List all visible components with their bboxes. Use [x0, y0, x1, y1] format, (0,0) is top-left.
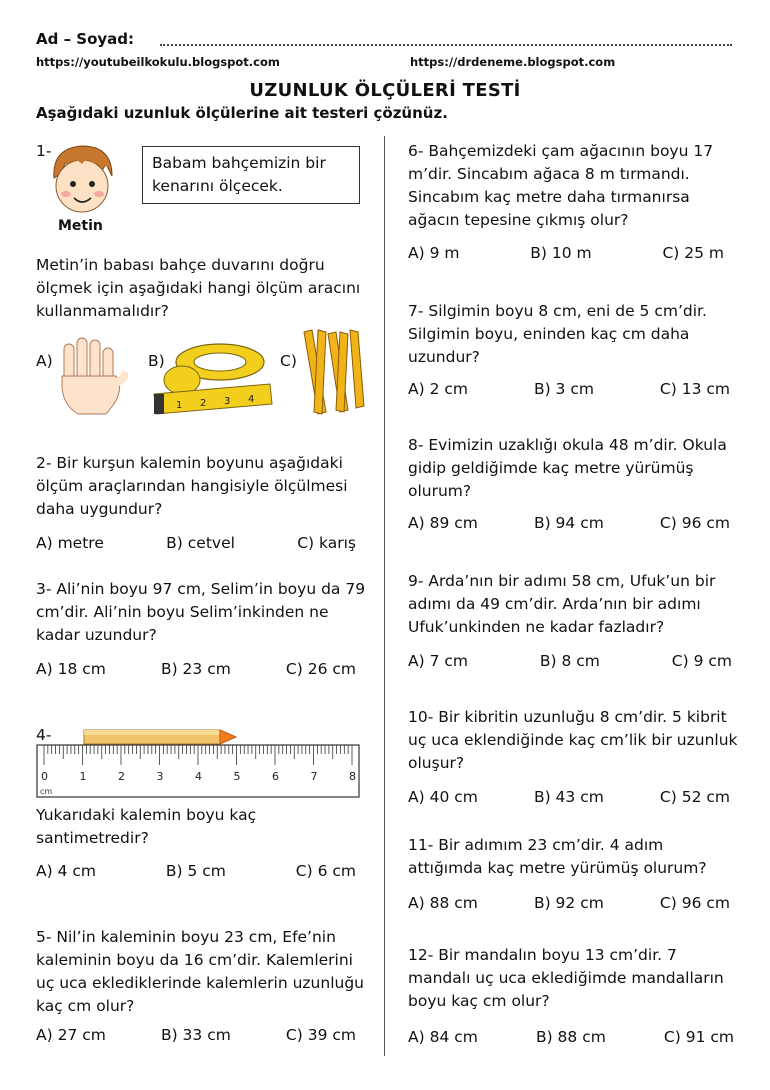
q7-option-a[interactable]: A) 2 cm — [408, 380, 468, 398]
q7-options — [408, 380, 730, 398]
q4-option-b[interactable]: B) 5 cm — [165, 862, 226, 880]
svg-text:1: 1 — [176, 400, 183, 411]
q12-option-b[interactable]: B) 88 cm — [535, 1028, 606, 1046]
q9-option-b[interactable]: B) 8 cm — [539, 652, 600, 670]
character-name: Metin — [58, 218, 103, 234]
q10-option-b[interactable]: B) 43 cm — [533, 788, 604, 806]
q8-option-a[interactable]: A) 89 cm — [408, 514, 478, 532]
q5-option-b[interactable]: B) 33 cm — [160, 1026, 231, 1044]
ruler-number: 0 — [41, 770, 48, 783]
q10-option-c[interactable]: C) 52 cm — [659, 788, 730, 806]
q3-option-c[interactable]: C) 26 cm — [285, 660, 356, 678]
q11-options — [408, 894, 730, 912]
q1-option-c[interactable]: C) — [280, 352, 297, 370]
q1-option-b[interactable]: B) — [148, 352, 165, 370]
instruction: Aşağıdaki uzunluk ölçülerine ait testeri çözünüz. — [36, 104, 448, 122]
boy-face-icon — [44, 138, 122, 220]
q2-option-a[interactable]: A) metre — [36, 534, 104, 552]
q7-option-b[interactable]: B) 3 cm — [533, 380, 594, 398]
q5-options — [36, 1026, 356, 1044]
q12-text: 12- Bir mandalın boyu 13 cm’dir. 7 mandalı uç uca eklediğimde mandalların boyu kaç cm olur? — [408, 946, 724, 1010]
svg-text:4: 4 — [248, 394, 255, 405]
ruler-number: 1 — [79, 770, 87, 783]
q9-text: 9- Arda’nın bir adımı 58 cm, Ufuk’un bir adımı da 49 cm’dir. Arda’nın bir adımı Ufuk’unkinden ne kadar fazladır? — [408, 572, 716, 636]
ruler-number: 4 — [195, 770, 202, 783]
name-line[interactable] — [160, 44, 732, 46]
folding-ruler-icon — [300, 326, 370, 418]
q5-option-c[interactable]: C) 39 cm — [285, 1026, 356, 1044]
q4-option-c[interactable]: C) 6 cm — [295, 862, 356, 880]
q3-options — [36, 660, 356, 678]
q8-text: 8- Evimizin uzaklığı okula 48 m’dir. Okula gidip geldiğimde kaç metre yürümüş olurum? — [408, 436, 727, 500]
q3-text: 3- Ali’nin boyu 97 cm, Selim’in boyu da 79 cm’dir. Ali’nin boyu Selim’inkinden ne kadar uzundur? — [36, 580, 366, 644]
q4-options — [36, 862, 356, 880]
ruler-icon — [36, 744, 360, 798]
q4-option-a[interactable]: A) 4 cm — [36, 862, 96, 880]
q9-option-a[interactable]: A) 7 cm — [408, 652, 468, 670]
q6-options — [408, 244, 724, 262]
q11-option-c[interactable]: C) 96 cm — [659, 894, 730, 912]
q11-text: 11- Bir adımım 23 cm’dir. 4 adım attığımda kaç metre yürümüş olurum? — [408, 836, 707, 877]
q3-option-a[interactable]: A) 18 cm — [36, 660, 106, 678]
q8-option-b[interactable]: B) 94 cm — [533, 514, 604, 532]
hand-icon — [58, 336, 128, 416]
q8-options — [408, 514, 730, 532]
q9-option-c[interactable]: C) 9 cm — [671, 652, 732, 670]
q4-number: 4- — [36, 726, 52, 744]
q2-options — [36, 534, 356, 552]
ruler-number: 3 — [156, 770, 164, 783]
q2-option-c[interactable]: C) karış — [297, 534, 356, 552]
q2-text: 2- Bir kurşun kalemin boyunu aşağıdaki ölçüm araçlarından hangisiyle ölçülmesi daha uygundur? — [36, 454, 348, 518]
q6-option-c[interactable]: C) 25 m — [662, 244, 724, 262]
q8-option-c[interactable]: C) 96 cm — [659, 514, 730, 532]
ruler-number: 8 — [349, 770, 356, 783]
speech-bubble: Babam bahçemizin bir kenarını ölçecek. — [142, 146, 360, 204]
q10-option-a[interactable]: A) 40 cm — [408, 788, 478, 806]
url-left: https://youtubeilkokulu.blogspot.com — [36, 55, 280, 69]
q4-text: Yukarıdaki kalemin boyu kaç santimetredir? — [36, 806, 257, 847]
q6-option-b[interactable]: B) 10 m — [530, 244, 592, 262]
q5-text: 5- Nil’in kaleminin boyu 23 cm, Efe’nin kaleminin boyu da 16 cm’dir. Kalemlerini uç uca eklediklerinde kalemlerin uzunluğu kaç cm olur? — [36, 928, 364, 1015]
q11-option-b[interactable]: B) 92 cm — [533, 894, 604, 912]
tape-measure-icon — [150, 332, 275, 420]
q3-option-b[interactable]: B) 23 cm — [160, 660, 231, 678]
q12-option-c[interactable]: C) 91 cm — [663, 1028, 734, 1046]
q6-text: 6- Bahçemizdeki çam ağacının boyu 17 m’dir. Sincabım ağaca 8 m tırmandı. Sincabım kaç metre daha tırmanırsa ağacın tepesine çıkmış olur? — [408, 142, 714, 229]
ruler-number: 6 — [272, 770, 279, 783]
q12-option-a[interactable]: A) 84 cm — [408, 1028, 478, 1046]
svg-text:2: 2 — [200, 398, 207, 409]
q5-option-a[interactable]: A) 27 cm — [36, 1026, 106, 1044]
q1-number: 1- — [36, 142, 52, 160]
q7-text: 7- Silgimin boyu 8 cm, eni de 5 cm’dir. Silgimin boyu, eninden kaç cm daha uzundur? — [408, 302, 707, 366]
column-divider — [384, 136, 385, 1056]
url-right: https://drdeneme.blogspot.com — [410, 55, 616, 69]
ruler-number: 5 — [233, 770, 241, 783]
name-label: Ad – Soyad: — [36, 30, 135, 48]
ruler-number: 2 — [118, 770, 125, 783]
q11-option-a[interactable]: A) 88 cm — [408, 894, 478, 912]
q9-options — [408, 652, 732, 670]
svg-text:3: 3 — [224, 396, 231, 407]
q6-option-a[interactable]: A) 9 m — [408, 244, 460, 262]
q12-options — [408, 1028, 734, 1046]
q1-text: Metin’in babası bahçe duvarını doğru ölçmek için aşağıdaki hangi ölçüm aracını kullanmamalıdır? — [36, 256, 361, 320]
q2-option-b[interactable]: B) cetvel — [166, 534, 235, 552]
q10-text: 10- Bir kibritin uzunluğu 8 cm’dir. 5 kibrit uç uca eklendiğinde kaç cm’lik bir uzunluk oluşur? — [408, 708, 738, 772]
q1-option-a[interactable]: A) — [36, 352, 53, 370]
q7-option-c[interactable]: C) 13 cm — [659, 380, 730, 398]
page-title: UZUNLUK ÖLÇÜLERİ TESTİ — [249, 80, 521, 101]
ruler-unit-label: cm — [40, 787, 53, 796]
ruler-number: 7 — [310, 770, 318, 783]
q10-options — [408, 788, 730, 806]
